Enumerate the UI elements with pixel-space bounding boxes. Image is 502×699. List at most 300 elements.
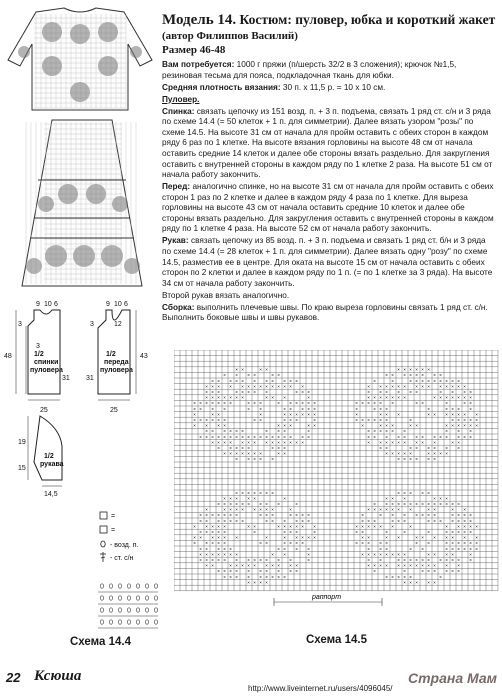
model-number: Модель 14. — [162, 12, 237, 28]
svg-text:×: × — [427, 540, 430, 546]
svg-text:×: × — [217, 445, 220, 451]
svg-text:×: × — [409, 378, 412, 384]
svg-text:×: × — [199, 417, 202, 423]
svg-text:×: × — [403, 529, 406, 535]
svg-text:×: × — [403, 395, 406, 401]
svg-text:×: × — [205, 434, 208, 440]
svg-text:×: × — [391, 551, 394, 557]
svg-text:×: × — [427, 383, 430, 389]
svg-text:×: × — [373, 378, 376, 384]
svg-text:×: × — [295, 378, 298, 384]
svg-text:×: × — [253, 417, 256, 423]
svg-text:×: × — [427, 579, 430, 585]
svg-text:×: × — [265, 579, 268, 585]
svg-text:×: × — [253, 372, 256, 378]
svg-text:×: × — [415, 372, 418, 378]
svg-text:×: × — [373, 563, 376, 569]
svg-text:×: × — [295, 439, 298, 445]
svg-text:×: × — [205, 400, 208, 406]
density-label: Средняя плотность вязания: — [162, 82, 281, 92]
svg-text:×: × — [205, 557, 208, 563]
svg-text:×: × — [385, 439, 388, 445]
svg-text:×: × — [265, 378, 268, 384]
svg-text:×: × — [235, 395, 238, 401]
svg-text:×: × — [445, 383, 448, 389]
back-label-2: спинки — [34, 359, 59, 366]
svg-text:×: × — [265, 383, 268, 389]
svg-text:×: × — [391, 439, 394, 445]
svg-text:×: × — [427, 512, 430, 518]
svg-text:×: × — [367, 523, 370, 529]
svg-text:×: × — [367, 535, 370, 541]
svg-text:×: × — [235, 495, 238, 501]
watermark-logo: Страна Мам — [408, 670, 498, 686]
svg-text:×: × — [277, 445, 280, 451]
svg-text:×: × — [283, 451, 286, 457]
svg-text:×: × — [367, 507, 370, 513]
skirt-illustration — [22, 120, 142, 286]
svg-text:×: × — [361, 400, 364, 406]
sleeve-label-2: рукава — [40, 461, 64, 468]
svg-text:×: × — [217, 529, 220, 535]
instructions-text — [162, 60, 496, 325]
svg-text:×: × — [409, 451, 412, 457]
front-dim-side-b: 12 — [114, 321, 122, 328]
svg-text:×: × — [463, 417, 466, 423]
svg-text:×: × — [205, 518, 208, 524]
svg-text:×: × — [295, 417, 298, 423]
svg-text:×: × — [265, 512, 268, 518]
sleeve2-text: Второй рукав вязать аналогично. — [162, 290, 290, 300]
svg-text:×: × — [373, 518, 376, 524]
svg-text:×: × — [385, 551, 388, 557]
svg-text:×: × — [277, 546, 280, 552]
svg-text:×: × — [289, 529, 292, 535]
svg-text:×: × — [373, 507, 376, 513]
svg-text:×: × — [415, 367, 418, 373]
svg-text:×: × — [415, 389, 418, 395]
svg-text:×: × — [259, 417, 262, 423]
svg-text:×: × — [385, 417, 388, 423]
svg-text:×: × — [385, 540, 388, 546]
svg-text:×: × — [271, 563, 274, 569]
svg-text:×: × — [373, 501, 376, 507]
svg-text:×: × — [397, 389, 400, 395]
svg-text:×: × — [421, 378, 424, 384]
svg-text:×: × — [223, 395, 226, 401]
author-line: (автор Филиппов Василий) — [162, 30, 298, 42]
back-dim-top-a: 9 — [36, 301, 40, 308]
svg-text:×: × — [397, 383, 400, 389]
svg-text:×: × — [193, 540, 196, 546]
svg-text:×: × — [217, 568, 220, 574]
svg-text:×: × — [469, 551, 472, 557]
svg-text:×: × — [397, 451, 400, 457]
svg-text:×: × — [445, 406, 448, 412]
svg-text:×: × — [397, 551, 400, 557]
svg-text:×: × — [379, 445, 382, 451]
svg-text:×: × — [421, 501, 424, 507]
svg-text:×: × — [253, 434, 256, 440]
svg-text:×: × — [427, 551, 430, 557]
svg-text:×: × — [445, 551, 448, 557]
svg-text:×: × — [379, 400, 382, 406]
svg-text:×: × — [397, 535, 400, 541]
svg-text:×: × — [235, 451, 238, 457]
svg-text:×: × — [445, 568, 448, 574]
model-name: Костюм: пуловер, юбка и короткий жакет — [239, 12, 496, 27]
svg-text:×: × — [307, 411, 310, 417]
svg-text:×: × — [307, 428, 310, 434]
density-text: 30 п. х 11,5 р. = 10 х 10 см. — [282, 82, 386, 92]
svg-text:×: × — [217, 501, 220, 507]
svg-text:×: × — [379, 389, 382, 395]
svg-text:×: × — [211, 439, 214, 445]
svg-text:×: × — [205, 563, 208, 569]
svg-text:×: × — [301, 523, 304, 529]
svg-text:×: × — [247, 439, 250, 445]
svg-text:×: × — [217, 518, 220, 524]
svg-text:×: × — [367, 417, 370, 423]
svg-text:×: × — [409, 389, 412, 395]
svg-text:×: × — [229, 512, 232, 518]
svg-text:×: × — [295, 568, 298, 574]
svg-text:×: × — [229, 501, 232, 507]
svg-text:×: × — [301, 411, 304, 417]
svg-text:×: × — [223, 451, 226, 457]
svg-text:×: × — [439, 372, 442, 378]
svg-text:×: × — [241, 439, 244, 445]
svg-text:×: × — [415, 563, 418, 569]
svg-text:×: × — [397, 507, 400, 513]
svg-text:×: × — [379, 428, 382, 434]
svg-text:×: × — [265, 395, 268, 401]
svg-text:×: × — [265, 507, 268, 513]
svg-text:×: × — [433, 456, 436, 462]
svg-text:×: × — [217, 512, 220, 518]
svg-text:×: × — [427, 456, 430, 462]
svg-text:×: × — [217, 434, 220, 440]
svg-text:×: × — [457, 563, 460, 569]
svg-text:×: × — [301, 439, 304, 445]
svg-text:×: × — [367, 557, 370, 563]
svg-text:×: × — [475, 523, 478, 529]
svg-text:×: × — [247, 557, 250, 563]
svg-text:×: × — [223, 535, 226, 541]
svg-text:×: × — [457, 423, 460, 429]
svg-text:×: × — [259, 507, 262, 513]
svg-text:×: × — [229, 546, 232, 552]
svg-text:×: × — [283, 411, 286, 417]
svg-text:×: × — [373, 417, 376, 423]
svg-text:×: × — [409, 501, 412, 507]
svg-text:×: × — [235, 563, 238, 569]
svg-text:×: × — [379, 423, 382, 429]
svg-text:×: × — [367, 540, 370, 546]
svg-text:×: × — [271, 574, 274, 580]
svg-text:×: × — [427, 507, 430, 513]
svg-text:×: × — [277, 557, 280, 563]
svg-text:×: × — [451, 439, 454, 445]
svg-text:×: × — [199, 535, 202, 541]
svg-text:×: × — [463, 529, 466, 535]
svg-text:×: × — [469, 428, 472, 434]
svg-text:×: × — [427, 411, 430, 417]
svg-text:×: × — [259, 367, 262, 373]
svg-text:×: × — [199, 529, 202, 535]
svg-text:×: × — [373, 551, 376, 557]
svg-text:×: × — [451, 411, 454, 417]
svg-text:×: × — [379, 507, 382, 513]
svg-text:×: × — [259, 501, 262, 507]
svg-text:×: × — [217, 378, 220, 384]
svg-text:×: × — [247, 568, 250, 574]
svg-text:×: × — [217, 395, 220, 401]
legend — [96, 508, 162, 574]
svg-text:×: × — [463, 423, 466, 429]
svg-text:×: × — [439, 518, 442, 524]
svg-text:×: × — [445, 395, 448, 401]
svg-text:×: × — [265, 535, 268, 541]
back-dim-side-a: 3 — [18, 321, 22, 328]
svg-text:×: × — [247, 445, 250, 451]
svg-text:×: × — [313, 417, 316, 423]
svg-text:×: × — [253, 439, 256, 445]
svg-text:×: × — [463, 540, 466, 546]
back-label-3: пуловера — [30, 367, 63, 374]
svg-text:×: × — [451, 423, 454, 429]
svg-text:×: × — [367, 518, 370, 524]
svg-text:×: × — [439, 574, 442, 580]
svg-text:×: × — [235, 367, 238, 373]
svg-text:×: × — [445, 529, 448, 535]
scheme-14-5-title: Схема 14.5 — [306, 634, 367, 646]
rapport-label: раппорт — [312, 594, 342, 601]
svg-text:×: × — [367, 551, 370, 557]
svg-text:×: × — [313, 529, 316, 535]
svg-text:×: × — [421, 563, 424, 569]
svg-text:×: × — [253, 383, 256, 389]
svg-text:×: × — [289, 439, 292, 445]
svg-text:×: × — [415, 501, 418, 507]
svg-text:×: × — [241, 518, 244, 524]
svg-text:×: × — [457, 518, 460, 524]
svg-text:×: × — [439, 389, 442, 395]
svg-text:×: × — [391, 507, 394, 513]
svg-text:×: × — [403, 501, 406, 507]
front-label-3: пуловера — [100, 367, 133, 374]
svg-text:×: × — [469, 389, 472, 395]
svg-text:×: × — [385, 445, 388, 451]
svg-text:×: × — [307, 512, 310, 518]
svg-text:×: × — [445, 557, 448, 563]
svg-text:×: × — [271, 507, 274, 513]
svg-text:×: × — [247, 495, 250, 501]
svg-text:×: × — [199, 557, 202, 563]
svg-text:×: × — [211, 540, 214, 546]
svg-text:×: × — [367, 563, 370, 569]
svg-text:×: × — [253, 579, 256, 585]
svg-text:×: × — [313, 406, 316, 412]
svg-text:×: × — [295, 501, 298, 507]
svg-text:×: × — [211, 395, 214, 401]
svg-text:×: × — [295, 523, 298, 529]
svg-text:×: × — [433, 551, 436, 557]
svg-text:×: × — [223, 574, 226, 580]
svg-text:×: × — [199, 551, 202, 557]
svg-text:×: × — [379, 406, 382, 412]
svg-text:×: × — [475, 423, 478, 429]
garment-illustration — [4, 4, 156, 290]
svg-text:×: × — [445, 540, 448, 546]
svg-text:×: × — [229, 563, 232, 569]
scheme-14-4-title: Схема 14.4 — [70, 636, 131, 648]
front-dim-top-c: 6 — [124, 301, 128, 308]
svg-text:×: × — [433, 439, 436, 445]
svg-text:×: × — [241, 445, 244, 451]
svg-text:×: × — [217, 417, 220, 423]
front-dim-top-a: 9 — [106, 301, 110, 308]
svg-text:×: × — [193, 400, 196, 406]
svg-text:×: × — [397, 574, 400, 580]
front-dim-mid: 31 — [86, 375, 94, 382]
size-line: Размер 46-48 — [162, 44, 226, 56]
svg-text:×: × — [247, 372, 250, 378]
svg-text:×: × — [271, 395, 274, 401]
svg-text:×: × — [211, 406, 214, 412]
svg-text:×: × — [457, 439, 460, 445]
svg-text:×: × — [385, 372, 388, 378]
svg-text:×: × — [223, 568, 226, 574]
svg-text:×: × — [397, 557, 400, 563]
svg-text:×: × — [403, 434, 406, 440]
svg-text:×: × — [229, 434, 232, 440]
svg-text:×: × — [211, 434, 214, 440]
svg-text:×: × — [457, 546, 460, 552]
svg-text:×: × — [205, 529, 208, 535]
svg-text:×: × — [295, 563, 298, 569]
svg-text:×: × — [205, 540, 208, 546]
sleeve-dim-bottom: 15 — [18, 465, 26, 472]
svg-text:×: × — [259, 490, 262, 496]
svg-text:×: × — [217, 546, 220, 552]
front-label-1: 1/2 — [106, 351, 116, 358]
scheme-14-4-diagram — [96, 580, 162, 632]
svg-text:×: × — [433, 507, 436, 513]
svg-text:×: × — [205, 551, 208, 557]
svg-text:×: × — [301, 540, 304, 546]
svg-text:×: × — [409, 507, 412, 513]
svg-text:×: × — [289, 568, 292, 574]
svg-text:×: × — [385, 434, 388, 440]
svg-text:×: × — [379, 563, 382, 569]
svg-text:×: × — [265, 439, 268, 445]
pullover-illustration — [8, 8, 152, 110]
svg-text:×: × — [439, 383, 442, 389]
svg-text:×: × — [199, 434, 202, 440]
svg-text:×: × — [235, 434, 238, 440]
svg-text:×: × — [301, 389, 304, 395]
back-dim-top-c: 6 — [54, 301, 58, 308]
empty-cell-symbol — [100, 512, 107, 519]
svg-text:×: × — [307, 557, 310, 563]
svg-text:×: × — [391, 423, 394, 429]
svg-text:×: × — [451, 518, 454, 524]
svg-text:×: × — [475, 546, 478, 552]
svg-text:×: × — [403, 428, 406, 434]
svg-text:×: × — [313, 400, 316, 406]
svg-text:×: × — [241, 563, 244, 569]
svg-text:×: × — [253, 400, 256, 406]
svg-text:×: × — [361, 529, 364, 535]
svg-text:×: × — [241, 383, 244, 389]
svg-text:×: × — [271, 518, 274, 524]
svg-text:×: × — [223, 540, 226, 546]
svg-text:×: × — [427, 367, 430, 373]
svg-text:×: × — [469, 557, 472, 563]
svg-text:×: × — [193, 423, 196, 429]
svg-text:×: × — [367, 389, 370, 395]
svg-text:×: × — [457, 568, 460, 574]
svg-text:×: × — [229, 495, 232, 501]
svg-text:×: × — [379, 417, 382, 423]
svg-text:×: × — [217, 551, 220, 557]
svg-text:×: × — [409, 523, 412, 529]
svg-text:×: × — [289, 378, 292, 384]
svg-text:×: × — [283, 540, 286, 546]
svg-text:×: × — [223, 529, 226, 535]
svg-text:×: × — [283, 518, 286, 524]
svg-text:×: × — [211, 383, 214, 389]
svg-text:×: × — [265, 428, 268, 434]
svg-text:×: × — [385, 383, 388, 389]
svg-text:×: × — [289, 563, 292, 569]
svg-text:×: × — [457, 406, 460, 412]
svg-text:×: × — [211, 378, 214, 384]
svg-text:×: × — [229, 445, 232, 451]
svg-text:×: × — [247, 523, 250, 529]
svg-text:×: × — [277, 501, 280, 507]
svg-text:×: × — [235, 507, 238, 513]
svg-text:×: × — [451, 417, 454, 423]
sleeve-pattern — [34, 416, 62, 480]
svg-text:×: × — [445, 400, 448, 406]
svg-text:×: × — [265, 434, 268, 440]
svg-text:×: × — [451, 535, 454, 541]
svg-text:×: × — [427, 501, 430, 507]
svg-text:×: × — [385, 563, 388, 569]
svg-text:×: × — [193, 535, 196, 541]
svg-text:×: × — [415, 557, 418, 563]
svg-text:×: × — [397, 434, 400, 440]
svg-text:×: × — [367, 546, 370, 552]
svg-text:×: × — [397, 367, 400, 373]
svg-text:×: × — [469, 400, 472, 406]
front-label: Перед: — [162, 182, 191, 192]
svg-text:×: × — [451, 540, 454, 546]
svg-text:×: × — [379, 512, 382, 518]
svg-text:×: × — [385, 529, 388, 535]
svg-text:×: × — [385, 395, 388, 401]
svg-text:×: × — [193, 411, 196, 417]
svg-text:×: × — [247, 406, 250, 412]
svg-text:×: × — [283, 428, 286, 434]
svg-text:×: × — [469, 546, 472, 552]
svg-text:×: × — [247, 574, 250, 580]
svg-text:×: × — [223, 439, 226, 445]
front-dim-width: 25 — [110, 407, 118, 414]
svg-text:×: × — [229, 574, 232, 580]
